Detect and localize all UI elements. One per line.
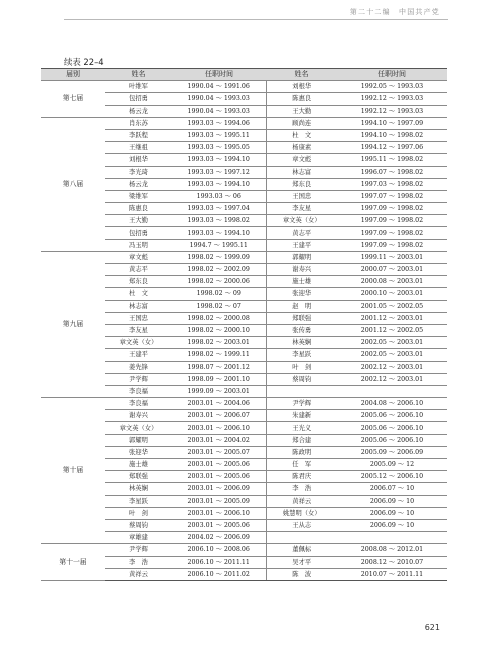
tenure-cell-right: 1997.09 ～ 1998.02: [337, 215, 447, 227]
tenure-cell-left: 1990.04 ～ 1993.03: [172, 105, 266, 117]
tenure-cell-left: 1993.03 ～ 1998.02: [172, 215, 266, 227]
name-cell-left: 杨云龙: [105, 105, 172, 117]
tenure-cell-right: 2006.07 ～ 10: [337, 483, 447, 495]
tenure-cell-left: 1998.02 ～ 1999.09: [172, 251, 266, 263]
term-cell: 第九届: [41, 251, 105, 397]
name-cell-left: 章文英（女）: [105, 422, 172, 434]
tenure-cell-left: 1993.03 ～ 1994.06: [172, 117, 266, 129]
name-cell-left: 谢寿兴: [105, 410, 172, 422]
tenure-cell-right: 2006.09 ～ 10: [337, 507, 447, 519]
col-header-tenure-1: 任职时间: [172, 69, 266, 81]
tenure-cell-right: 1994.10 ～ 1997.09: [337, 117, 447, 129]
tenure-cell-left: 1993.03 ～ 06: [172, 190, 266, 202]
name-cell-left: 黄志平: [105, 264, 172, 276]
name-cell-right: 谢寿兴: [266, 264, 337, 276]
tenure-cell-left: 2003.01 ～ 2006.10: [172, 507, 266, 519]
name-cell-left: 黄祥云: [105, 568, 172, 580]
tenure-cell-left: 1998.02 ～ 1999.11: [172, 349, 266, 361]
name-cell-left: 肖东苏: [105, 117, 172, 129]
name-cell-left: 包招勇: [105, 93, 172, 105]
tenure-cell-right: 2008.08 ～ 2012.01: [337, 544, 447, 556]
col-header-name-1: 姓名: [105, 69, 172, 81]
tenure-cell-right: 1992.12 ～ 1993.03: [337, 105, 447, 117]
tenure-cell-left: 1993.03 ～ 1995.05: [172, 142, 266, 154]
name-cell-right: 黄志平: [266, 227, 337, 239]
name-cell-left: 陈惠良: [105, 203, 172, 215]
tenure-cell-left: 1999.09 ～ 2003.01: [172, 385, 266, 397]
name-cell-left: 李光琦: [105, 166, 172, 178]
tenure-cell-right: 2005.06 ～ 2006.10: [337, 422, 447, 434]
tenure-cell-left: 1998.02 ～ 07: [172, 300, 266, 312]
tenure-cell-right: 1992.05 ～ 1993.03: [337, 81, 447, 93]
tenure-cell-left: 1993.03 ～ 1994.10: [172, 154, 266, 166]
name-cell-left: 包招勇: [105, 227, 172, 239]
name-cell-left: 刘根华: [105, 154, 172, 166]
name-cell-left: 李 浩: [105, 556, 172, 568]
header-divider: [64, 19, 448, 20]
tenure-cell-right: 2000.07 ～ 2003.01: [337, 264, 447, 276]
tenure-cell-right: 2001.05 ～ 2002.05: [337, 300, 447, 312]
name-cell-left: 杨云龙: [105, 178, 172, 190]
name-cell-left: 郭耀明: [105, 434, 172, 446]
name-cell-left: 姜先锋: [105, 361, 172, 373]
name-cell-right: 陈 波: [266, 568, 337, 580]
tenure-cell-right: 2008.12 ～ 2010.07: [337, 556, 447, 568]
name-cell-left: 蔡周钧: [105, 519, 172, 531]
name-cell-right: 林英娴: [266, 337, 337, 349]
tenure-cell-left: 2003.01 ～ 2005.06: [172, 519, 266, 531]
name-cell-left: 林英娴: [105, 483, 172, 495]
name-cell-right: 赵 明: [266, 300, 337, 312]
tenure-cell-right: 2004.08 ～ 2006.10: [337, 398, 447, 410]
tenure-cell-right: 1995.11 ～ 1998.02: [337, 154, 447, 166]
term-cell: 第八届: [41, 117, 105, 251]
name-cell-right: 郑合建: [266, 434, 337, 446]
name-cell-right: 刘根华: [266, 81, 337, 93]
name-cell-right: 王从志: [266, 519, 337, 531]
tenure-cell-left: 2003.01 ～ 2004.06: [172, 398, 266, 410]
name-cell-left: 李良福: [105, 385, 172, 397]
tenure-cell-left: 1990.04 ～ 1991.06: [172, 81, 266, 93]
name-cell-right: 王光义: [266, 422, 337, 434]
tenure-cell-right: 2005.06 ～ 2006.10: [337, 410, 447, 422]
name-cell-right: 王大勤: [266, 105, 337, 117]
name-cell-left: 梁维军: [105, 190, 172, 202]
name-cell-left: 尹学辉: [105, 373, 172, 385]
table-row: [41, 117, 447, 129]
tenure-cell-right: 1997.03 ～ 1998.02: [337, 178, 447, 190]
name-cell-right: 张传勇: [266, 324, 337, 336]
tenure-cell-left: 2003.01 ～ 2006.10: [172, 422, 266, 434]
tenure-cell-right: 2005.12 ～ 2006.10: [337, 471, 447, 483]
tenure-cell-left: 1998.02 ～ 2000.06: [172, 276, 266, 288]
tenure-cell-left: 1993.03 ～ 1997.12: [172, 166, 266, 178]
name-cell-left: 李星跃: [105, 495, 172, 507]
tenure-cell-left: 1998.02 ～ 2002.09: [172, 264, 266, 276]
term-cell: 第十一届: [41, 544, 105, 581]
page-number: 621: [424, 623, 440, 632]
officeholders-table: [41, 68, 447, 581]
tenure-cell-left: 1990.04 ～ 1993.03: [172, 93, 266, 105]
tenure-cell-right: [337, 532, 447, 544]
tenure-cell-right: 1997.09 ～ 1998.02: [337, 203, 447, 215]
tenure-cell-left: 2004.02 ～ 2006.09: [172, 532, 266, 544]
name-cell-left: 李良福: [105, 398, 172, 410]
name-cell-right: [266, 532, 337, 544]
tenure-cell-right: 2002.05 ～ 2003.01: [337, 337, 447, 349]
tenure-cell-left: 1998.02 ～ 2000.08: [172, 312, 266, 324]
name-cell-left: 林志富: [105, 300, 172, 312]
table-row: [41, 398, 447, 410]
tenure-cell-right: 2002.12 ～ 2003.01: [337, 361, 447, 373]
tenure-cell-left: 2003.01 ～ 2006.07: [172, 410, 266, 422]
tenure-cell-right: 1999.11 ～ 2003.01: [337, 251, 447, 263]
tenure-cell-right: 1997.07 ～ 1998.02: [337, 190, 447, 202]
tenure-cell-right: 2005.06 ～ 2006.10: [337, 434, 447, 446]
name-cell-right: 姚慧明（女）: [266, 507, 337, 519]
tenure-cell-left: 2003.01 ～ 2005.09: [172, 495, 266, 507]
name-cell-left: 郑联强: [105, 471, 172, 483]
tenure-cell-right: 2002.12 ～ 2003.01: [337, 373, 447, 385]
name-cell-left: 章文彪: [105, 251, 172, 263]
tenure-cell-right: 1997.09 ～ 1998.02: [337, 227, 447, 239]
name-cell-right: 郭耀明: [266, 251, 337, 263]
name-cell-left: 王继祖: [105, 142, 172, 154]
name-cell-right: 顾尚连: [266, 117, 337, 129]
name-cell-right: 陈君庆: [266, 471, 337, 483]
name-cell-left: 郑东良: [105, 276, 172, 288]
tenure-cell-right: 2000.08 ～ 2003.01: [337, 276, 447, 288]
name-cell-left: 尹学辉: [105, 544, 172, 556]
tenure-cell-left: 2003.01 ～ 2005.06: [172, 459, 266, 471]
tenure-cell-right: 1997.09 ～ 1998.02: [337, 239, 447, 251]
name-cell-left: 王国忠: [105, 312, 172, 324]
name-cell-right: 王国忠: [266, 190, 337, 202]
tenure-cell-left: 2003.01 ～ 2006.09: [172, 483, 266, 495]
name-cell-left: 章文英（女）: [105, 337, 172, 349]
tenure-cell-right: 2010.07 ～ 2011.11: [337, 568, 447, 580]
name-cell-left: 杜 文: [105, 288, 172, 300]
name-cell-right: 李 浩: [266, 483, 337, 495]
tenure-cell-left: 1994.7 ～ 1995.11: [172, 239, 266, 251]
tenure-cell-left: 2006.10 ～ 2008.06: [172, 544, 266, 556]
name-cell-right: 郑联强: [266, 312, 337, 324]
name-cell-right: 叶 剑: [266, 361, 337, 373]
table-row: [41, 544, 447, 556]
name-cell-left: 王建平: [105, 349, 172, 361]
tenure-cell-right: 2001.12 ～ 2002.05: [337, 324, 447, 336]
tenure-cell-right: 2002.05 ～ 2003.01: [337, 349, 447, 361]
name-cell-right: 杨康素: [266, 142, 337, 154]
term-cell: 第七届: [41, 81, 105, 118]
tenure-cell-right: 1992.12 ～ 1993.03: [337, 93, 447, 105]
name-cell-right: 林志富: [266, 166, 337, 178]
tenure-cell-right: 1994.12 ～ 1997.06: [337, 142, 447, 154]
name-cell-left: 王大勤: [105, 215, 172, 227]
tenure-cell-left: 2006.10 ～ 2011.02: [172, 568, 266, 580]
table-header-row: [41, 69, 447, 81]
table-body: [41, 81, 447, 581]
table-row: [41, 81, 447, 93]
name-cell-right: 陈惠良: [266, 93, 337, 105]
term-cell: 第十届: [41, 398, 105, 544]
name-cell-right: 黄祥云: [266, 495, 337, 507]
table-caption: 续表 22–4: [64, 57, 104, 67]
tenure-cell-left: 1998.07 ～ 2001.12: [172, 361, 266, 373]
name-cell-right: 郑东良: [266, 178, 337, 190]
tenure-cell-right: 2006.09 ～ 10: [337, 495, 447, 507]
name-cell-left: 冯玉明: [105, 239, 172, 251]
tenure-cell-right: [337, 385, 447, 397]
name-cell-right: 朱建新: [266, 410, 337, 422]
name-cell-right: 董佩标: [266, 544, 337, 556]
name-cell-right: 章文英（女）: [266, 215, 337, 227]
name-cell-left: 李跃程: [105, 129, 172, 141]
tenure-cell-left: 1993.03 ～ 1995.11: [172, 129, 266, 141]
name-cell-right: 李星跃: [266, 349, 337, 361]
col-header-name-2: 姓名: [266, 69, 337, 81]
tenure-cell-left: 1998.09 ～ 2001.10: [172, 373, 266, 385]
name-cell-right: 张迎华: [266, 288, 337, 300]
tenure-cell-left: 1998.02 ～ 09: [172, 288, 266, 300]
name-cell-right: 李友星: [266, 203, 337, 215]
tenure-cell-right: 2001.12 ～ 2003.01: [337, 312, 447, 324]
name-cell-left: 施士雄: [105, 459, 172, 471]
table-row: [41, 251, 447, 263]
running-header: 第二十二编 中国共产党: [349, 8, 440, 16]
tenure-cell-right: 2005.09 ～ 12: [337, 459, 447, 471]
name-cell-right: 陈政明: [266, 446, 337, 458]
tenure-cell-left: 1998.02 ～ 2003.01: [172, 337, 266, 349]
tenure-cell-right: 1996.07 ～ 1998.02: [337, 166, 447, 178]
name-cell-right: 尹学辉: [266, 398, 337, 410]
tenure-cell-left: 2003.01 ～ 2004.02: [172, 434, 266, 446]
name-cell-right: 杜 文: [266, 129, 337, 141]
name-cell-right: [266, 385, 337, 397]
tenure-cell-left: 1993.03 ～ 1994.10: [172, 227, 266, 239]
tenure-cell-left: 2006.10 ～ 2011.11: [172, 556, 266, 568]
name-cell-right: 任 军: [266, 459, 337, 471]
tenure-cell-right: 1994.10 ～ 1998.02: [337, 129, 447, 141]
name-cell-left: 章雄建: [105, 532, 172, 544]
tenure-cell-right: 2005.09 ～ 2006.09: [337, 446, 447, 458]
name-cell-right: 章文彪: [266, 154, 337, 166]
col-header-term: 届别: [41, 69, 105, 81]
tenure-cell-right: 2006.09 ～ 10: [337, 519, 447, 531]
name-cell-right: 施士雄: [266, 276, 337, 288]
col-header-tenure-2: 任职时间: [337, 69, 447, 81]
tenure-cell-right: 2000.10 ～ 2003.01: [337, 288, 447, 300]
name-cell-right: 蔡周钧: [266, 373, 337, 385]
name-cell-left: 叶 剑: [105, 507, 172, 519]
name-cell-left: 叶维军: [105, 81, 172, 93]
tenure-cell-left: 1993.03 ～ 1997.04: [172, 203, 266, 215]
name-cell-left: 张迎华: [105, 446, 172, 458]
tenure-cell-left: 2003.01 ～ 2005.07: [172, 446, 266, 458]
name-cell-left: 李友星: [105, 324, 172, 336]
name-cell-right: 吴才平: [266, 556, 337, 568]
name-cell-right: 王建平: [266, 239, 337, 251]
tenure-cell-left: 2003.01 ～ 2005.06: [172, 471, 266, 483]
tenure-cell-left: 1998.02 ～ 2000.10: [172, 324, 266, 336]
tenure-cell-left: 1993.03 ～ 1994.10: [172, 178, 266, 190]
